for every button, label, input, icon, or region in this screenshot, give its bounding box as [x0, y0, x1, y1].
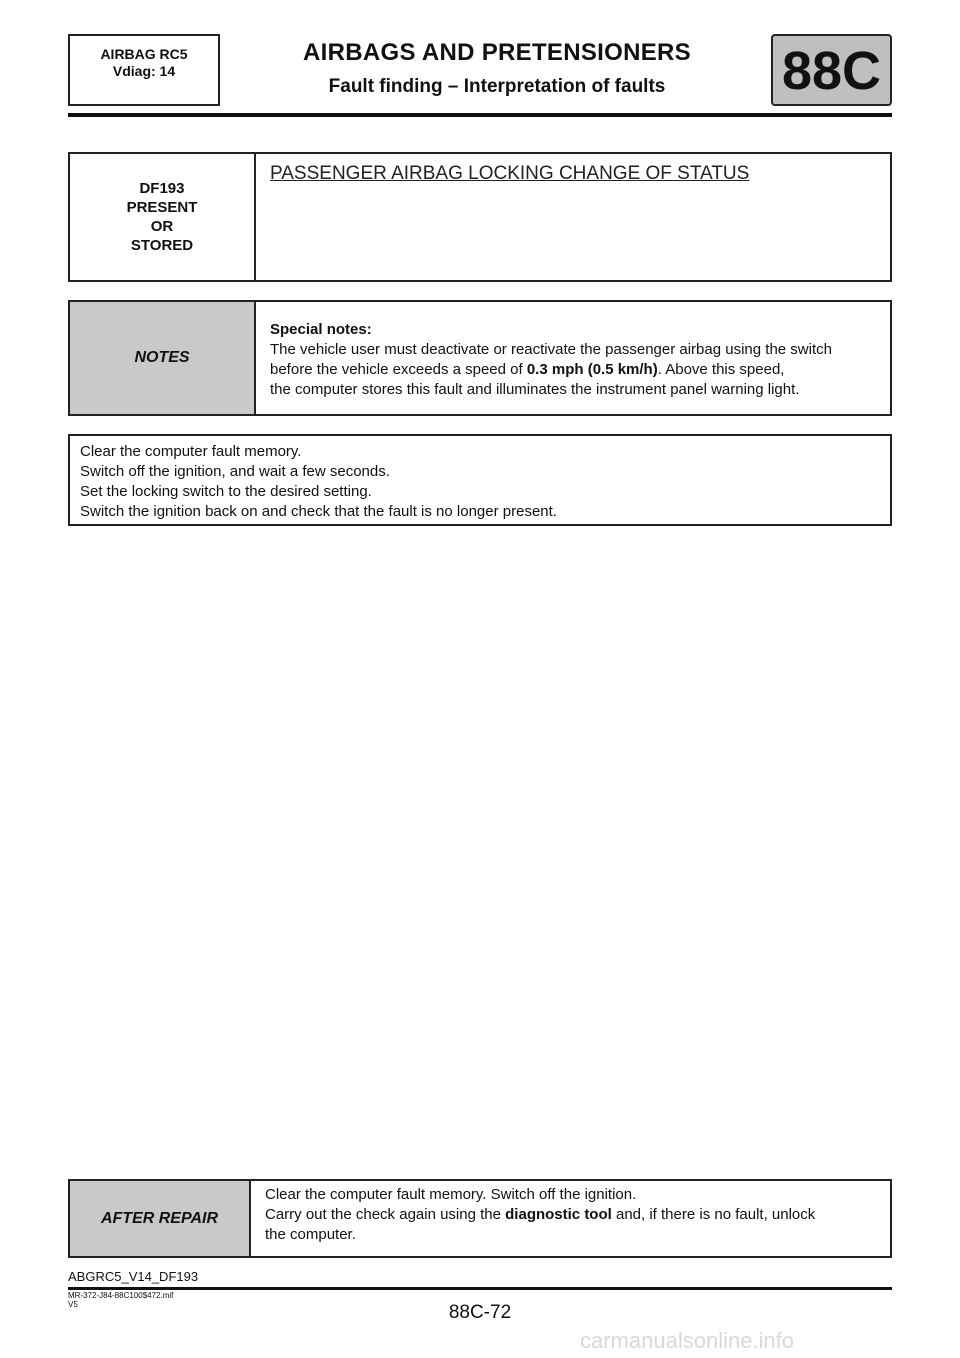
fault-table [68, 152, 892, 282]
notes-content-cell [256, 302, 890, 414]
after-repair-content-cell [251, 1181, 890, 1256]
notes-table [68, 300, 892, 416]
fault-status-cell [70, 154, 256, 280]
diagnostic-tool-term: diagnostic tool [505, 1206, 612, 1223]
fault-status-or: OR [150, 218, 174, 235]
model-box [68, 34, 220, 106]
after-repair-label: AFTER REPAIR [100, 1209, 219, 1227]
after-repair-line-2 [265, 1205, 876, 1225]
footer-file-info [68, 1291, 173, 1309]
section-code-badge: 88C [771, 34, 892, 106]
after-repair-label-cell [70, 1181, 251, 1256]
notes-line-2-end: . Above this speed, [657, 361, 785, 378]
notes-line-2-text: before the vehicle exceeds a speed of [270, 361, 527, 378]
fault-status-stored: STORED [130, 237, 194, 254]
page-number: 88C-72 [448, 1302, 512, 1323]
procedure-step: Switch off the ignition, and wait a few seconds. [80, 463, 390, 480]
version-label: V5 [68, 1300, 78, 1309]
footer-divider [68, 1287, 892, 1290]
fault-code: DF193 [139, 180, 185, 197]
fault-status-present: PRESENT [126, 199, 198, 216]
after-repair-line-1: Clear the computer fault memory. Switch off the ignition. [265, 1186, 637, 1203]
page-subtitle: Fault finding – Interpretation of faults [328, 76, 666, 97]
after-repair-table [68, 1179, 892, 1258]
after-repair-line-2-end: and, if there is no fault, unlock [611, 1206, 816, 1223]
procedure-step: Clear the computer fault memory. [80, 443, 302, 460]
procedure-step: Set the locking switch to the desired setting. [80, 483, 372, 500]
after-repair-line-3: the computer. [265, 1226, 356, 1243]
notes-line-2 [270, 360, 876, 380]
fault-title: PASSENGER AIRBAG LOCKING CHANGE OF STATUS [270, 163, 750, 184]
notes-line-1: The vehicle user must deactivate or reactivate the passenger airbag using the switch [270, 341, 832, 358]
notes-label: NOTES [134, 349, 190, 366]
source-file-name: MR-372-J84-88C100$472.mif [68, 1291, 174, 1300]
procedure-step: Switch the ignition back on and check that the fault is no longer present. [80, 503, 557, 520]
watermark: carmanualsonline.info [580, 1328, 795, 1353]
vdiag-label: Vdiag: 14 [112, 63, 176, 79]
after-repair-line-2-text: Carry out the check again using the [265, 1206, 506, 1223]
reference-code: ABGRC5_V14_DF193 [68, 1269, 199, 1284]
model-label: AIRBAG RC5 [100, 46, 188, 62]
fault-title-cell [256, 154, 890, 280]
notes-line-3: the computer stores this fault and illuminates the instrument panel warning light. [270, 381, 800, 398]
page-title: AIRBAGS AND PRETENSIONERS [303, 39, 691, 66]
speed-threshold: 0.3 mph (0.5 km/h) [526, 361, 658, 378]
header-divider [68, 113, 892, 117]
notes-heading: Special notes: [270, 321, 372, 338]
notes-label-cell [70, 302, 256, 414]
header-center [232, 36, 762, 98]
procedure-box [68, 434, 892, 526]
